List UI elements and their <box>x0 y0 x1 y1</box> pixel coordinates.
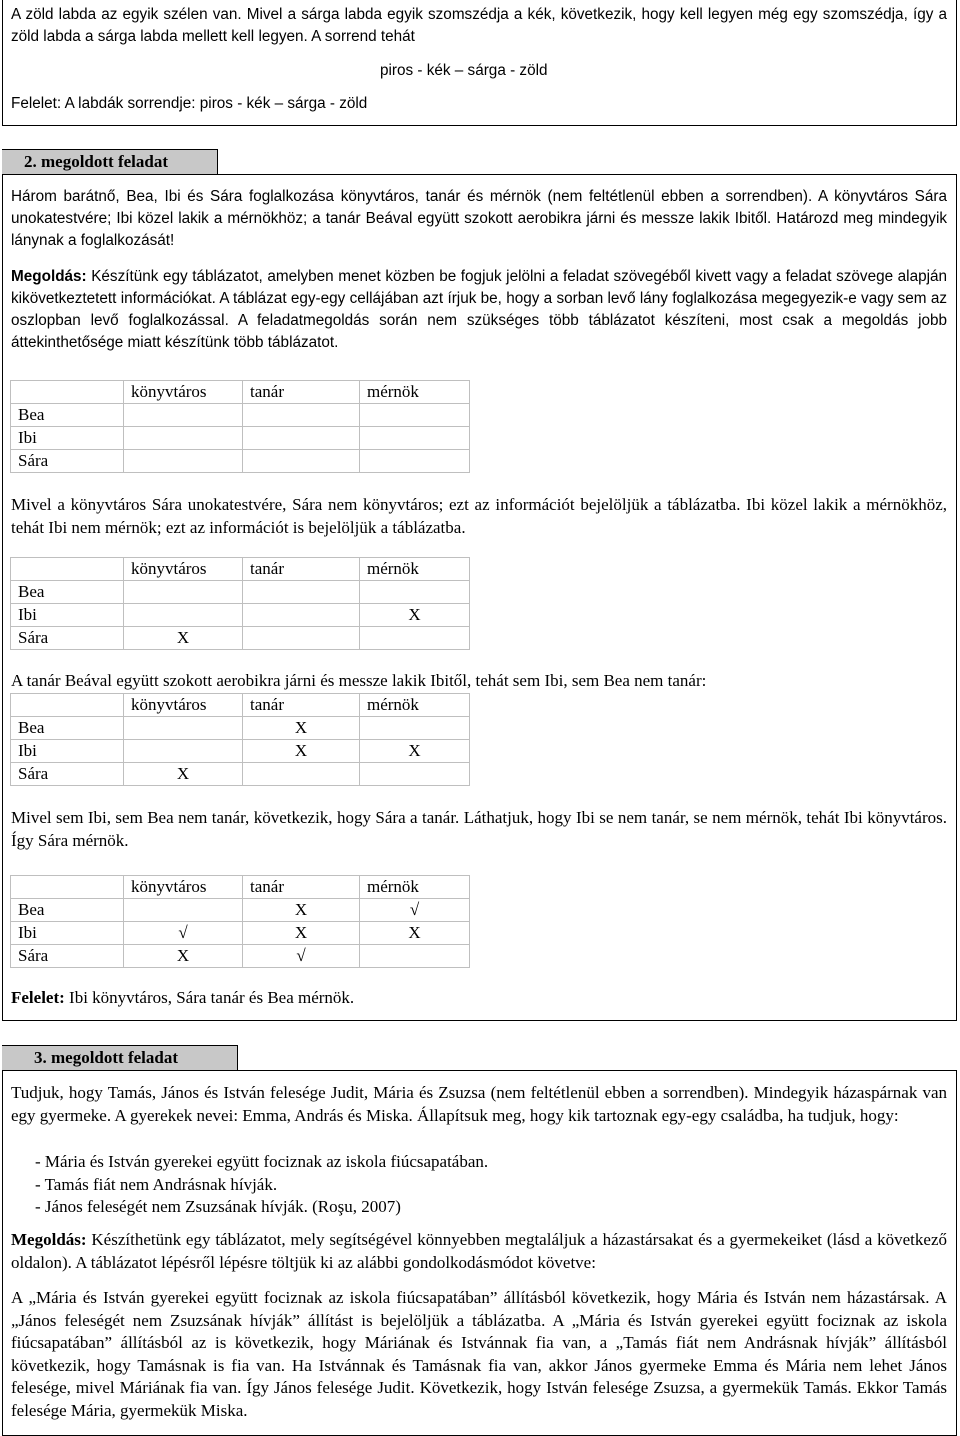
row-name: Ibi <box>11 604 124 627</box>
table-row <box>11 922 470 945</box>
col-engineer: mérnök <box>360 381 470 404</box>
table-cell <box>360 427 470 450</box>
table-cell <box>243 404 360 427</box>
condition-item: - Tamás fiát nem Andrásnak hívják. <box>35 1174 278 1194</box>
table-cell <box>360 581 470 604</box>
table-cell <box>360 627 470 650</box>
table-row <box>11 404 470 427</box>
task3-conditions <box>11 1151 947 1219</box>
logic-table-4 <box>10 875 470 968</box>
row-name: Ibi <box>11 922 124 945</box>
col-librarian: könyvtáros <box>124 694 243 717</box>
table-cell <box>124 899 243 922</box>
condition-item: - János feleségét nem Zsuzsának hívják. (Roşu, 2007) <box>35 1197 401 1217</box>
col-teacher: tanár <box>243 694 360 717</box>
corner-cell <box>11 558 124 581</box>
col-librarian: könyvtáros <box>124 381 243 404</box>
table-cell <box>360 717 470 740</box>
table-row <box>11 717 470 740</box>
table-cell: X <box>360 922 470 945</box>
table-cell <box>243 627 360 650</box>
table-cell <box>360 404 470 427</box>
solution-label: Megoldás: <box>11 1230 87 1249</box>
box1-answer <box>11 93 367 115</box>
col-engineer: mérnök <box>360 876 470 899</box>
table-row <box>11 945 470 968</box>
col-teacher: tanár <box>243 876 360 899</box>
row-name: Bea <box>11 581 124 604</box>
answer-label: Felelet: <box>11 988 65 1007</box>
corner-cell <box>11 876 124 899</box>
col-librarian: könyvtáros <box>124 876 243 899</box>
table-cell <box>243 604 360 627</box>
table-cell: X <box>124 945 243 968</box>
condition-item: - Mária és István gyerekei együtt fociznak az iskola fiúcsapatában. <box>35 1152 489 1171</box>
table-cell <box>124 717 243 740</box>
corner-cell <box>11 381 124 404</box>
task3-solution <box>11 1229 947 1274</box>
row-name: Bea <box>11 899 124 922</box>
task2-header: 2. megoldott feladat <box>2 149 218 175</box>
table-row <box>11 427 470 450</box>
answer-text: Ibi könyvtáros, Sára tanár és Bea mérnök. <box>69 988 355 1007</box>
table-cell: X <box>243 740 360 763</box>
row-name: Ibi <box>11 740 124 763</box>
row-name: Sára <box>11 450 124 473</box>
table-cell <box>124 581 243 604</box>
task2-solution <box>11 266 947 354</box>
table-cell <box>124 740 243 763</box>
row-name: Sára <box>11 763 124 786</box>
table-cell <box>124 450 243 473</box>
table-row <box>11 763 470 786</box>
table-row <box>11 627 470 650</box>
table-cell: X <box>124 763 243 786</box>
row-name: Ibi <box>11 427 124 450</box>
table-row <box>11 604 470 627</box>
table-row <box>11 450 470 473</box>
table-cell <box>124 427 243 450</box>
table-cell: X <box>360 740 470 763</box>
answer-label: Felelet: <box>11 95 62 112</box>
row-name: Bea <box>11 717 124 740</box>
table-cell <box>243 450 360 473</box>
col-engineer: mérnök <box>360 558 470 581</box>
table-row <box>11 581 470 604</box>
task2-step1: Mivel a könyvtáros Sára unokatestvére, Sára nem könyvtáros; ezt az információt bejelöljük a táblázatba. Ibi közel lakik a mérnökhöz, tehát Ibi nem mérnök; ezt az információt is bejelöljük a táblázatba. <box>11 495 947 537</box>
table-cell: X <box>124 627 243 650</box>
logic-table-1 <box>10 380 470 473</box>
row-name: Sára <box>11 945 124 968</box>
solution-text: Készítünk egy táblázatot, amelyben menet közben be fogjuk jelölni a feladat szövegéből kivett vagy a feladat szövege alapján kikövetkeztetett információkat. A táblázat egy-egy cellájában azt írjuk be, hogy a sorban levő lány foglalkozása megegyezik-e vagy sem az oszlopban levő foglalkozással. A feladatmegoldás során nem szükséges több táblázatot készíteni, most csak a megoldás jobb áttekinthetősége miatt készítünk több táblázatot. <box>11 268 948 351</box>
ball-order: piros - kék – sárga - zöld <box>380 62 548 79</box>
table-cell <box>360 763 470 786</box>
col-engineer: mérnök <box>360 694 470 717</box>
task3-problem: Tudjuk, hogy Tamás, János és István felesége Judit, Mária és Zsuzsa (nem feltétlenül ebben a sorrendben). Mindegyik házaspárnak van egy gyermeke. A gyerekek nevei: Emma, András és Miska. Állapítsuk meg, hogy kik tartoznak egy-egy családba, ha tudjuk, hogy: <box>11 1083 947 1125</box>
col-librarian: könyvtáros <box>124 558 243 581</box>
logic-table-2 <box>10 557 470 650</box>
solution-label: Megoldás: <box>11 268 87 285</box>
logic-table-3 <box>10 693 470 786</box>
table-cell: X <box>243 899 360 922</box>
box1-paragraph: A zöld labda az egyik szélen van. Mivel a sárga labda egyik szomszédja a kék, következik, hogy kell legyen még egy szomszédja, így a zöld labda a sárga labda mellett kell legyen. A sorrend tehát <box>11 6 947 45</box>
solution-text: Készíthetünk egy táblázatot, mely segítségével könnyebben megtaláljuk a házastársakat és a gyermekeiket (lásd a következő oldalon). A táblázatot lépésről lépésre töltjük ki az alábbi gondolkodásmódot követve: <box>11 1230 947 1272</box>
corner-cell <box>11 694 124 717</box>
row-name: Bea <box>11 404 124 427</box>
table-cell: X <box>243 922 360 945</box>
table-header-row <box>11 694 470 717</box>
col-teacher: tanár <box>243 558 360 581</box>
table-cell <box>124 404 243 427</box>
table-cell: X <box>360 604 470 627</box>
task2-step2: A tanár Beával együtt szokott aerobikra járni és messze lakik Ibitől, tehát sem Ibi, sem Bea nem tanár: <box>11 671 707 690</box>
table-cell <box>243 427 360 450</box>
table-cell: X <box>243 717 360 740</box>
table-cell: √ <box>243 945 360 968</box>
table-row <box>11 740 470 763</box>
table-row <box>11 899 470 922</box>
table-cell <box>360 945 470 968</box>
table-header-row <box>11 558 470 581</box>
table-header-row <box>11 876 470 899</box>
task2-problem: Három barátnő, Bea, Ibi és Sára foglalkozása könyvtáros, tanár és mérnök (nem feltétlenül ebben a sorrendben). A könyvtáros Sára unokatestvére; Ibi közel lakik a mérnökhöz; a tanár Beával együtt szokott aerobikra járni és messze lakik Ibitől. Határozd meg mindegyik lánynak a foglalkozását! <box>11 188 947 249</box>
table-cell <box>124 604 243 627</box>
table-cell <box>243 763 360 786</box>
task3-header: 3. megoldott feladat <box>2 1045 238 1071</box>
table-header-row <box>11 381 470 404</box>
row-name: Sára <box>11 627 124 650</box>
task2-answer <box>11 987 354 1009</box>
table-cell: √ <box>360 899 470 922</box>
table-cell <box>243 581 360 604</box>
table-cell <box>360 450 470 473</box>
table-cell: √ <box>124 922 243 945</box>
task2-step3: Mivel sem Ibi, sem Bea nem tanár, következik, hogy Sára a tanár. Láthatjuk, hogy Ibi se nem tanár, se nem mérnök, tehát Ibi könyvtáros. Így Sára mérnök. <box>11 808 947 850</box>
col-teacher: tanár <box>243 381 360 404</box>
task3-reasoning: A „Mária és István gyerekei együtt fociznak az iskola fiúcsapatában” állításból következik, hogy Mária és István nem házastársak. A „János feleségét nem Zsuzsának hívják” állítást is bejelöljük a táblázatba. A „Mária és István gyerekei együtt fociznak az iskola fiúcsapatában” állításból az is következik, hogy Máriának és Istvánnak fia van, a „Tamás fiát nem Andrásnak hívják” állításból következik, hogy Tamásnak is fia van. Ha Istvánnak és Tamásnak fia van, akkor János gyermeke Emma és Mária nem lehet János felesége, mivel Máriának fia van. Így János felesége Judit. Következik, hogy István felesége Zsuzsa, a gyermekük Tamás. Ekkor Tamás felesége Mária, gyermekük Miska. <box>11 1288 947 1420</box>
answer-text: A labdák sorrendje: piros - kék – sárga - zöld <box>64 95 368 112</box>
